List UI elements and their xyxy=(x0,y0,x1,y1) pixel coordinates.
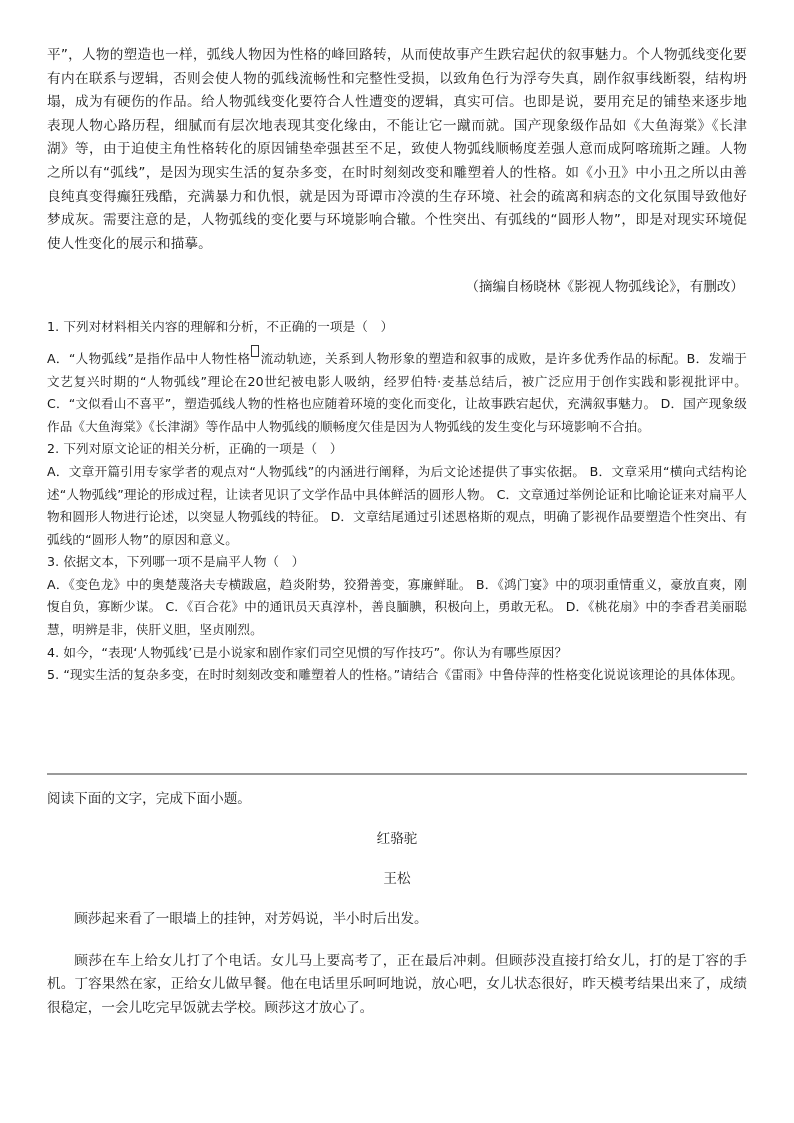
article-paragraph: 平”，人物的塑造也一样，弧线人物因为性格的峰回路转，从而使故事产生跌宕起伏的叙事魅力。个人物弧线变化要有内在联系与逻辑，否则会使人物的弧线流畅性和完整性受损，以致角色行为浮夸失真，剧作叙事线断裂，结构坍塌，成为有硬伤的作品。给人物弧线变化要符合人性遭变的逻辑，真实可信。也即是说，要用充足的铺垫来逐步地表现人物心路历程，细腻而有层次地表现其变化缘由，不能让它一蹴而就。国产现象级作品如《大鱼海棠》《长津湖》等，由于迫使主角性格转化的原因铺垫牵强甚至不足，致使人物弧线顺畅度差强人意而成阿喀琉斯之踵。人物之所以有“弧线”，是因为现实生活的复杂多变，在时时刻刻改变和雕塑着人的性格。如《小丑》中小丑之所以由善良纯真变得癫狂残酷，充满暴力和仇恨，就是因为哥谭市冷漠的生存环境、社会的疏离和病态的文化氛围导致他好梦成灰。需要注意的是，人物弧线的变化要与环境影响合辙。个性突出、有弧线的“圆形人物”，即是对现实环境促使人性变化的展示和描摹。 xyxy=(47,47,747,252)
reading-instruction: 阅读下面的文字，完成下面小题。 xyxy=(47,791,251,807)
q1-option-a-after: 流动轨迹，关系到人物形象的塑造和叙事的成败，是许多优秀作品的标配。 xyxy=(260,350,687,366)
article-page xyxy=(47,44,747,687)
article-source: （摘编自杨晓林《影视人物弧线论》，有删改） xyxy=(465,279,744,296)
question-2-options: A．文章开篇引用专家学者的观点对“人物弧线”的内涵进行阐释，为后文论述提供了事实依据。 B．文章采用“横向式结构论述“人物弧线”理论的形成过程，让读者见识了文学作品中具体鲜活的圆形人物。 C．文章通过举例论证和比喻论证来对扁平人物和圆形人物进行论述，以突显人物弧线的特征。 D．文章结尾通过引述恩格斯的观点，明确了影视作品要塑造个性突出、有弧线的“圆形人物”的原因和意义。 xyxy=(47,463,747,547)
story-paragraph: 顾莎在车上给女儿打了个电话。女儿马上要高考了，正在最后冲刺。但顾莎没直接打给女儿，打的是丁容的手机。丁容果然在家，正给女儿做早餐。他在电话里乐呵呵地说，放心吧，女儿状态很好，昨天模考结果出来了，成绩很稳定，一会儿吃完早饭就去学校。顾莎这才放心了。 xyxy=(47,952,747,1016)
story-author: 王松 xyxy=(383,871,411,887)
q1-option-a-before: A．“人物弧线”是指作品中人物性格 xyxy=(47,350,251,366)
story-title: 红骆驼 xyxy=(376,831,418,847)
q1-options-rest: B．发端于文艺复兴时期的“人物弧线”理论在20世纪被电影人吸纳，经罗伯特·麦基总结后，被广泛应用于创作实践和影视批评中。 C．“文似看山不喜平”，塑造弧线人物的性格也应随着环境的变化而变化，让故事跌宕起伏，充满叙事魅力。 D．国产现象级作品《大鱼海棠》《长津湖》等作品中人物弧线的顺畅度欠佳是因为人物弧线的发生变化与环境影响不合拍。 xyxy=(47,350,747,434)
question-3-stem: 3. 依据文本，下列哪一项不是扁平人物（ ） xyxy=(47,554,305,570)
missing-char-box-icon xyxy=(251,345,259,357)
question-4: 4. 如今，“表现‘人物弧线’已是小说家和剧作家们司空见惯的写作技巧”。你认为有哪些原因？ xyxy=(47,644,568,660)
question-3-options: A．《变色龙》中的奥楚蔑洛夫专横跋扈，趋炎附势，狡猾善变，寡廉鲜耻。 B．《鸿门宴》中的项羽重情重义，豪放直爽，刚愎自负，寡断少谋。 C．《百合花》中的通讯员天真淳朴，善良腼腆，积极向上，勇敢无私。 D．《桃花扇》中的李香君美丽聪慧，明辨是非，侠肝义胆，坚贞刚烈。 xyxy=(47,576,747,638)
question-1-stem: 1. 下列对材料相关内容的理解和分析，不正确的一项是（ ） xyxy=(47,319,394,335)
section-divider xyxy=(47,773,747,775)
story-paragraph: 顾莎起来看了一眼墙上的挂钟，对芳妈说，半小时后出发。 xyxy=(74,911,428,927)
reading-section xyxy=(47,788,747,1020)
question-1-options xyxy=(47,345,747,438)
question-2-stem: 2. 下列对原文论证的相关分析，正确的一项是（ ） xyxy=(47,441,343,457)
question-5: 5. “现实生活的复杂多变，在时时刻刻改变和雕塑着人的性格。”请结合《雷雨》中鲁侍萍的性格变化说说该理论的具体体现。 xyxy=(47,667,744,683)
